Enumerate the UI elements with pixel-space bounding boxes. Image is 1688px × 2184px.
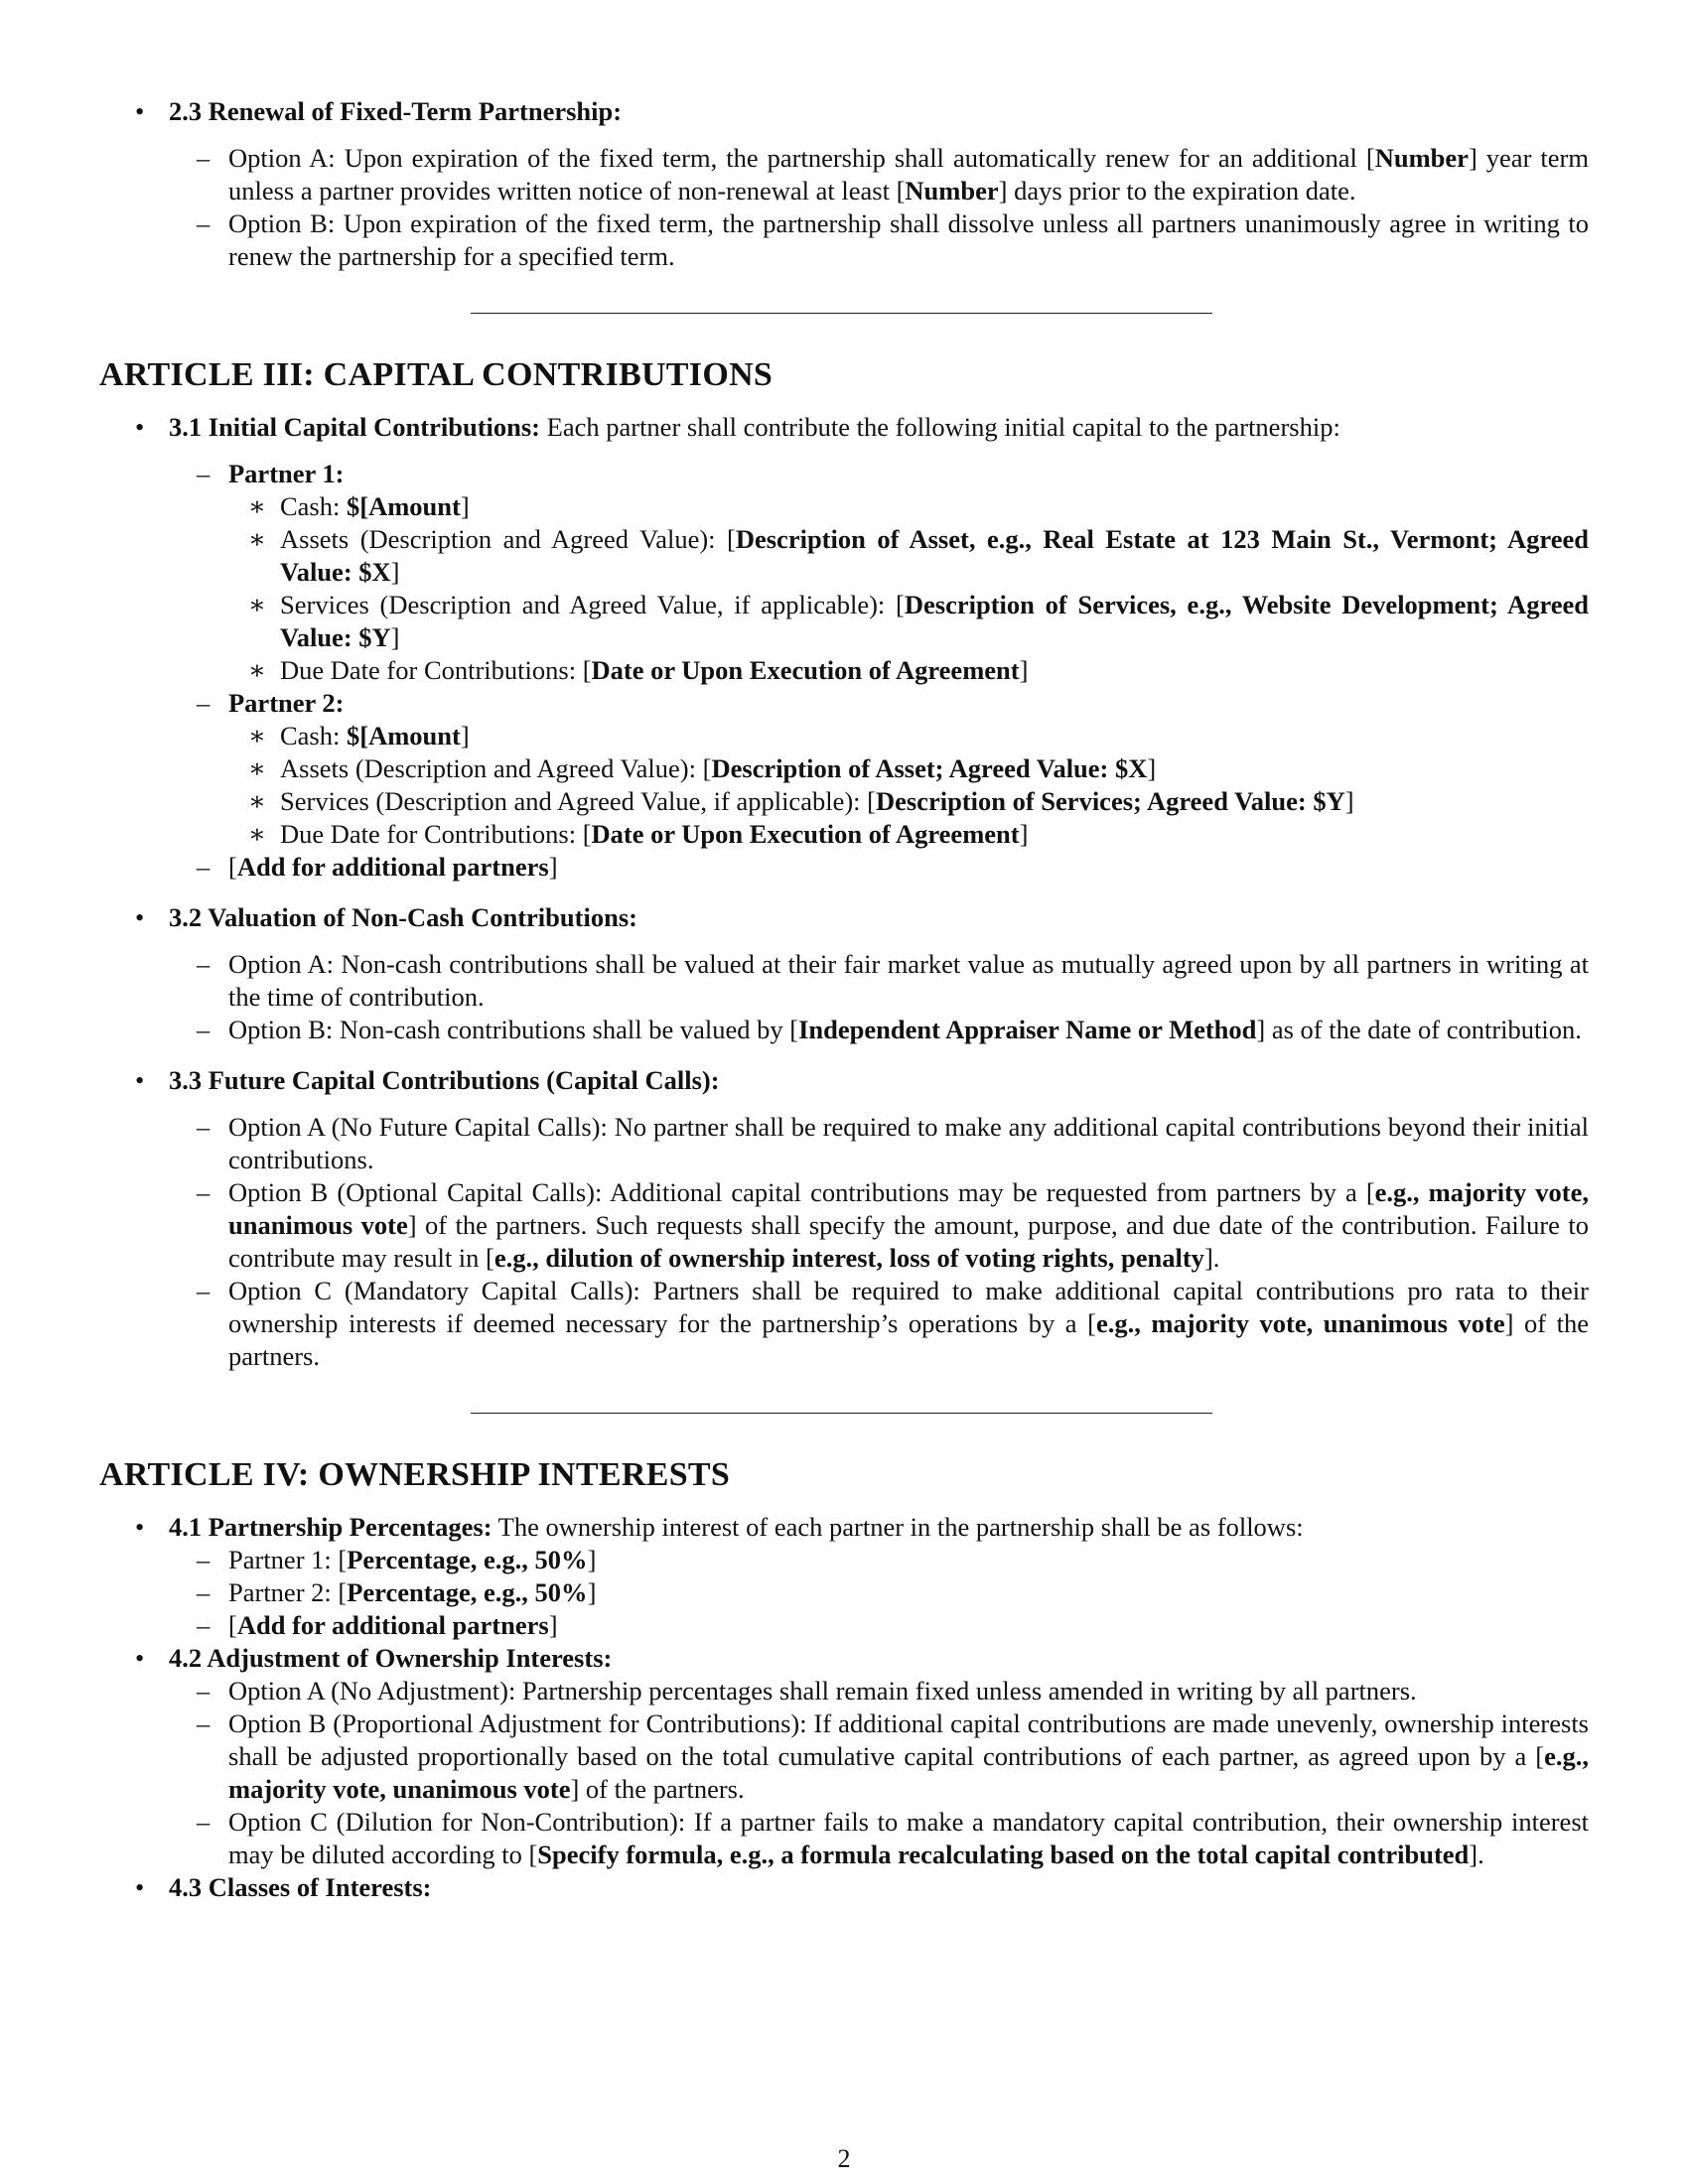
- section-3-3: [99, 1064, 1589, 1373]
- section-heading: 4.2 Adjustment of Ownership Interests:: [169, 1643, 613, 1673]
- section-4-2: [99, 1642, 1589, 1871]
- cash-item: ∗ Cash: $[Amount]: [228, 720, 1589, 752]
- options-list: [169, 1111, 1589, 1373]
- option-b: – Option B: Non-cash contributions shall be valued by [Independent Appraiser Name or Method] as of the date of contribution.: [169, 1014, 1589, 1046]
- partner-2: – Partner 2: ∗ Cash: $[Amount] ∗ Assets (Description and Agreed Value): [Description of Asset; Agreed Value: $X] ∗ Services (Description and Agreed Value, if applicable): [Description of Services; Agreed Value: $Y] ∗ Due Date for Contributions: [Date or Upon Execution of Agreement]: [169, 687, 1589, 851]
- option-b: – Option B: Upon expiration of the fixed term, the partnership shall dissolve unless all partners unanimously agree in writing to renew the partnership for a specified term.: [169, 207, 1589, 273]
- options-list: [169, 948, 1589, 1046]
- assets-item: ∗ Assets (Description and Agreed Value): [Description of Asset, e.g., Real Estate at 123 Main St., Vermont; Agreed Value: $X]: [228, 523, 1589, 589]
- partner-2-percentage: – Partner 2: [Percentage, e.g., 50%]: [169, 1576, 1589, 1609]
- horizontal-rule: [471, 1413, 1212, 1414]
- assets-item: ∗ Assets (Description and Agreed Value): [Description of Asset; Agreed Value: $X]: [228, 752, 1589, 785]
- section-4-3: [99, 1871, 1589, 1904]
- page-number: 2: [837, 2144, 851, 2173]
- percentages-list: [169, 1544, 1589, 1642]
- article-3-title: ARTICLE III: CAPITAL CONTRIBUTIONS: [99, 356, 774, 393]
- additional-partners: – [Add for additional partners]: [169, 851, 1589, 884]
- section-3-1: • 3.1 Initial Capital Contributions: Each partner shall contribute the following initial capital to the partnership: – Partner 1: ∗ Cash: $[Amount] ∗ Assets (Description and Agreed Value): [Description of Asset, e.g., Real Estate at 123 Main St., Vermont; Agreed Value: $X] ∗ Services (Description and Agreed Value, if applicable): [Description of Services, e.g., Website Development; Agreed Value: $Y] ∗ Due Date for Contributions: [Date or Upon Execution of Agreement] – Partner 2: ∗ Cash: $[Amount] ∗ Assets (Description and Agreed Value): [Description of Asset; Agreed Value: $X] ∗ Services (Description and Agreed Value, if applicable): [Description of Services; Agreed Value: $Y] ∗ Due Date for Contributions: [Date or Upon Execution of Agreement] – [Add for additional partners]: [99, 411, 1589, 884]
- section-4-1: • 4.1 Partnership Percentages: The ownership interest of each partner in the partnership shall be as follows: – Partner 1: [Percentage, e.g., 50%] – Partner 2: [Percentage, e.g., 50%] – [Add for additional partners]: [99, 1511, 1589, 1642]
- section-heading: 4.1 Partnership Percentages:: [169, 1512, 492, 1542]
- option-b: – Option B (Optional Capital Calls): Additional capital contributions may be requested from partners by a [e.g., majority vote, unanimous vote] of the partners. Such requests shall specify the amount, purpose, and due date of the contribution. Failure to contribute may result in [e.g., dilution of ownership interest, loss of voting rights, penalty].: [169, 1176, 1589, 1275]
- option-a: – Option A (No Future Capital Calls): No partner shall be required to make any additional capital contributions beyond their initial contributions.: [169, 1111, 1589, 1176]
- horizontal-rule: [471, 313, 1212, 314]
- section-3-2: [99, 901, 1589, 1046]
- cash-item: ∗ Cash: $[Amount]: [228, 490, 1589, 523]
- option-b: – Option B (Proportional Adjustment for Contributions): If additional capital contributions are made unevenly, ownership interests shall be adjusted proportionally based on the total cumulative capital contributions of each partner, as agreed upon by a [e.g., majority vote, unanimous vote] of the partners.: [169, 1707, 1589, 1806]
- option-a: – Option A (No Adjustment): Partnership percentages shall remain fixed unless amended in writing by all partners.: [169, 1675, 1589, 1707]
- options-list: [169, 1675, 1589, 1871]
- section-heading: 3.1 Initial Capital Contributions:: [169, 412, 541, 442]
- article-3-list: [99, 411, 1589, 1373]
- partner-1-percentage: – Partner 1: [Percentage, e.g., 50%]: [169, 1544, 1589, 1576]
- partner-2-details: [228, 720, 1589, 851]
- section-2-3-list: [99, 95, 1589, 273]
- option-c: – Option C (Mandatory Capital Calls): Partners shall be required to make additional capital contributions pro rata to their ownership interests if deemed necessary for the partnership’s operations by a [e.g., majority vote, unanimous vote] of the partners.: [169, 1275, 1589, 1373]
- option-c: – Option C (Dilution for Non-Contribution): If a partner fails to make a mandatory capital contribution, their ownership interest may be diluted according to [Specify formula, e.g., a formula recalculating based on the total capital contributed].: [169, 1806, 1589, 1871]
- options-list: [169, 142, 1589, 273]
- document-body: [99, 95, 1589, 1904]
- partner-1-details: [228, 490, 1589, 687]
- services-item: ∗ Services (Description and Agreed Value, if applicable): [Description of Services; Agreed Value: $Y]: [228, 785, 1589, 818]
- option-a: – Option A: Non-cash contributions shall be valued at their fair market value as mutually agreed upon by all partners in writing at the time of contribution.: [169, 948, 1589, 1014]
- section-heading: 4.3 Classes of Interests:: [169, 1872, 432, 1902]
- section-2-3: [99, 95, 1589, 273]
- due-date-item: ∗ Due Date for Contributions: [Date or Upon Execution of Agreement]: [228, 654, 1589, 687]
- additional-partners: – [Add for additional partners]: [169, 1609, 1589, 1642]
- option-a: – Option A: Upon expiration of the fixed term, the partnership shall automatically renew for an additional [Number] year term unless a partner provides written notice of non-renewal at least [Number] days prior to the expiration date.: [169, 142, 1589, 207]
- article-4-title: ARTICLE IV: OWNERSHIP INTERESTS: [99, 1456, 731, 1493]
- section-heading: 2.3 Renewal of Fixed-Term Partnership:: [169, 96, 623, 126]
- due-date-item: ∗ Due Date for Contributions: [Date or Upon Execution of Agreement]: [228, 818, 1589, 851]
- services-item: ∗ Services (Description and Agreed Value, if applicable): [Description of Services, e.g., Website Development; Agreed Value: $Y]: [228, 589, 1589, 654]
- partners-list: [169, 458, 1589, 884]
- section-heading: 3.2 Valuation of Non-Cash Contributions:: [169, 902, 637, 932]
- partner-1: – Partner 1: ∗ Cash: $[Amount] ∗ Assets (Description and Agreed Value): [Description of Asset, e.g., Real Estate at 123 Main St., Vermont; Agreed Value: $X] ∗ Services (Description and Agreed Value, if applicable): [Description of Services, e.g., Website Development; Agreed Value: $Y] ∗ Due Date for Contributions: [Date or Upon Execution of Agreement]: [169, 458, 1589, 687]
- article-4-list: [99, 1511, 1589, 1904]
- section-heading: 3.3 Future Capital Contributions (Capital Calls):: [169, 1065, 720, 1095]
